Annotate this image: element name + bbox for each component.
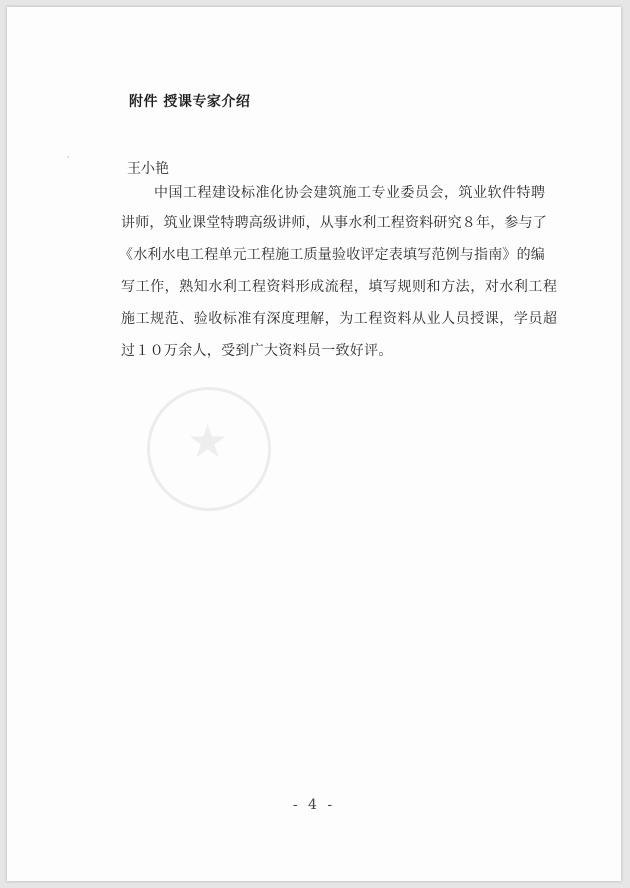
document-page — [7, 7, 621, 881]
attachment-title: 附件 授课专家介绍 — [129, 94, 251, 110]
bio-line-4: 写工作，熟知水利工程资料形成流程，填写规则和方法，对水利工程 — [121, 279, 558, 295]
star-icon: ★ — [187, 414, 229, 468]
expert-name: 王小艳 — [127, 161, 169, 177]
page-number: - 4 - — [292, 797, 336, 813]
bio-line-6: 过１０万余人，受到广大资料员一致好评。 — [121, 343, 393, 359]
bio-line-1: 中国工程建设标准化协会建筑施工专业委员会，筑业软件特聘 — [154, 185, 546, 201]
scan-speck: · — [67, 153, 70, 162]
bio-line-3: 《水利水电工程单元工程施工质量验收评定表填写范例与指南》的编 — [119, 247, 545, 263]
bio-line-2: 讲师，筑业课堂特聘高级讲师，从事水利工程资料研究８年，参与了 — [121, 215, 547, 231]
official-seal-stamp — [147, 387, 271, 511]
bio-line-5: 施工规范、验收标准有深度理解，为工程资料从业人员授课，学员超 — [121, 311, 558, 327]
